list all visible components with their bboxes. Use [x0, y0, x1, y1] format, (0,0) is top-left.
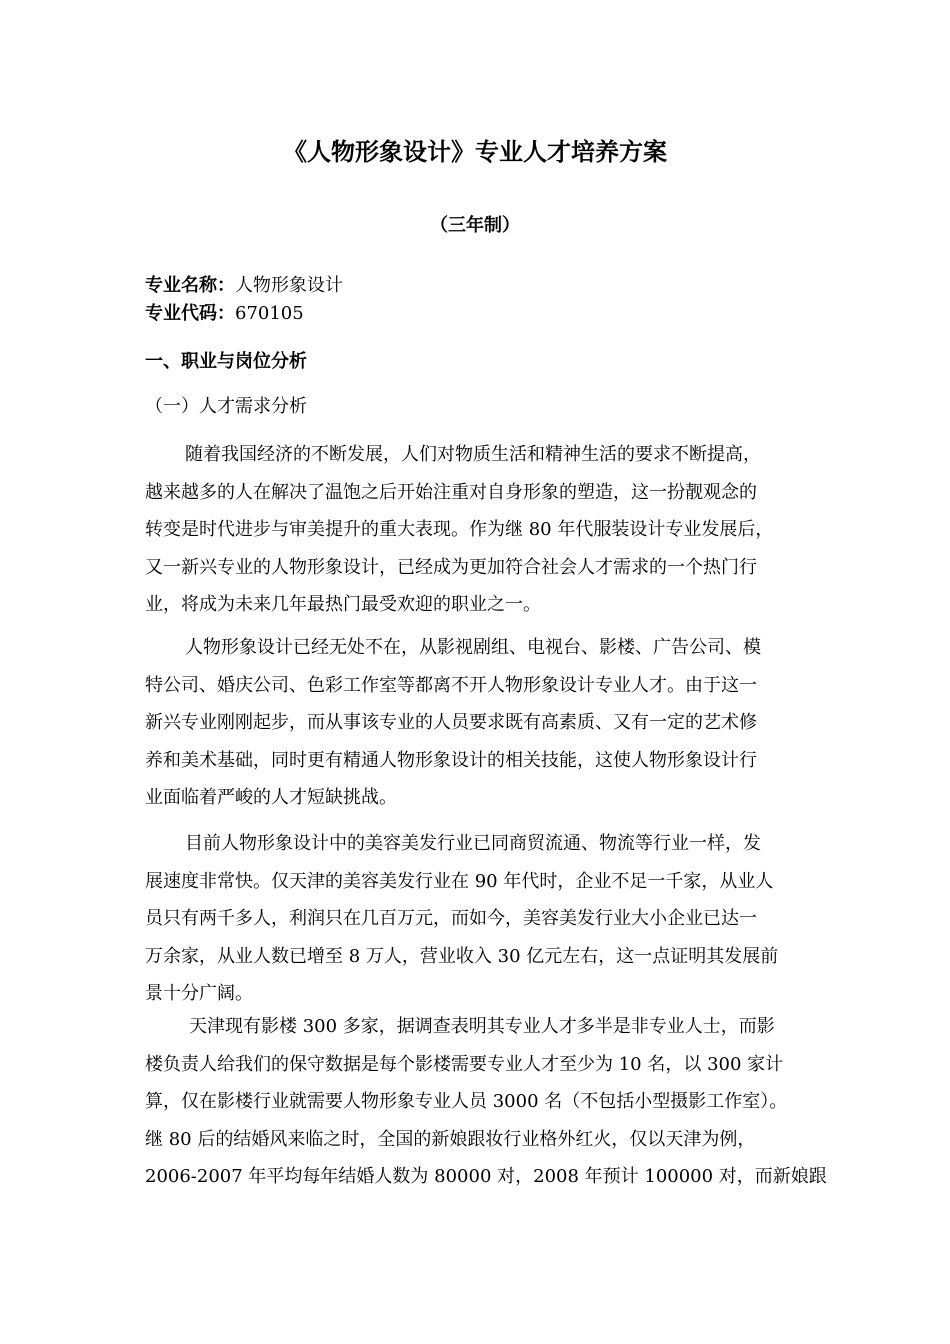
paragraph-line: 随着我国经济的不断发展，人们对物质生活和精神生活的要求不断提高，	[185, 444, 761, 465]
paragraph-line: 业面临着严峻的人才短缺挑战。	[145, 787, 397, 808]
paragraph-line: 人物形象设计已经无处不在，从影视剧组、电视台、影楼、广告公司、模	[185, 637, 761, 658]
paragraph	[145, 825, 805, 1013]
paragraph-line: 展速度非常快。仅天津的美容美发行业在 90 年代时，企业不足一千家，从业人	[145, 870, 774, 892]
major-name-label: 专业名称：	[145, 275, 235, 296]
paragraph-line: 万余家，从业人数已增至 8 万人，营业收入 30 亿元左右，这一点证明其发展前	[145, 945, 779, 967]
paragraph-line: 特公司、婚庆公司、色彩工作室等都离不开人物形象设计专业人才。由于这一	[145, 674, 757, 696]
paragraph	[145, 629, 805, 817]
document-title: 《人物形象设计》专业人才培养方案	[283, 138, 667, 166]
section-heading: 一、职业与岗位分析	[145, 351, 307, 372]
paragraph-line: 养和美术基础，同时更有精通人物形象设计的相关技能，这使人物形象设计行	[145, 749, 757, 771]
paragraph-line: 新兴专业刚刚起步，而从事该专业的人员要求既有高素质、又有一定的艺术修	[145, 712, 757, 733]
paragraph-line: 越来越多的人在解决了温饱之后开始注重对自身形象的塑造，这一扮靓观念的	[145, 481, 757, 503]
subsection-heading: （一）人才需求分析	[145, 396, 307, 417]
paragraph	[145, 436, 805, 624]
document-subtitle: （三年制）	[430, 215, 520, 236]
paragraph-line: 算，仅在影楼行业就需要人物形象专业人员 3000 名（不包括小型摄影工作室）。	[145, 1091, 788, 1112]
major-name-value: 人物形象设计	[235, 275, 343, 296]
paragraph-line: 员只有两千多人，利润只在几百万元，而如今，美容美发行业大小企业已达一	[145, 908, 757, 929]
paragraph-line: 楼负责人给我们的保守数据是每个影楼需要专业人才至少为 10 名，以 300 家计	[145, 1053, 784, 1075]
major-code-row	[145, 300, 304, 328]
major-code-value: 670105	[235, 303, 304, 324]
paragraph-line: 继 80 后的结婚风来临之时，全国的新娘跟妆行业格外红火，仅以天津为例，	[145, 1128, 756, 1150]
paragraph-line: 业，将成为未来几年最热门最受欢迎的职业之一。	[145, 594, 541, 615]
paragraph-line: 景十分广阔。	[145, 983, 253, 1004]
paragraph-line: 2006-2007 年平均每年结婚人数为 80000 对，2008 年预计 100000 对，而新娘跟	[145, 1166, 827, 1187]
paragraph-line: 目前人物形象设计中的美容美发行业已同商贸流通、物流等行业一样，发	[185, 833, 761, 854]
major-name-row	[145, 272, 343, 300]
paragraph-line: 转变是时代进步与审美提升的重大表现。作为继 80 年代服装设计专业发展后，	[145, 519, 774, 540]
major-code-label: 专业代码：	[145, 303, 235, 324]
paragraph-line: 又一新兴专业的人物形象设计，已经成为更加符合社会人才需求的一个热门行	[145, 556, 757, 578]
paragraph	[145, 1008, 827, 1196]
paragraph-line: 天津现有影楼 300 多家，据调查表明其专业人才多半是非专业人士，而影	[189, 1016, 775, 1037]
